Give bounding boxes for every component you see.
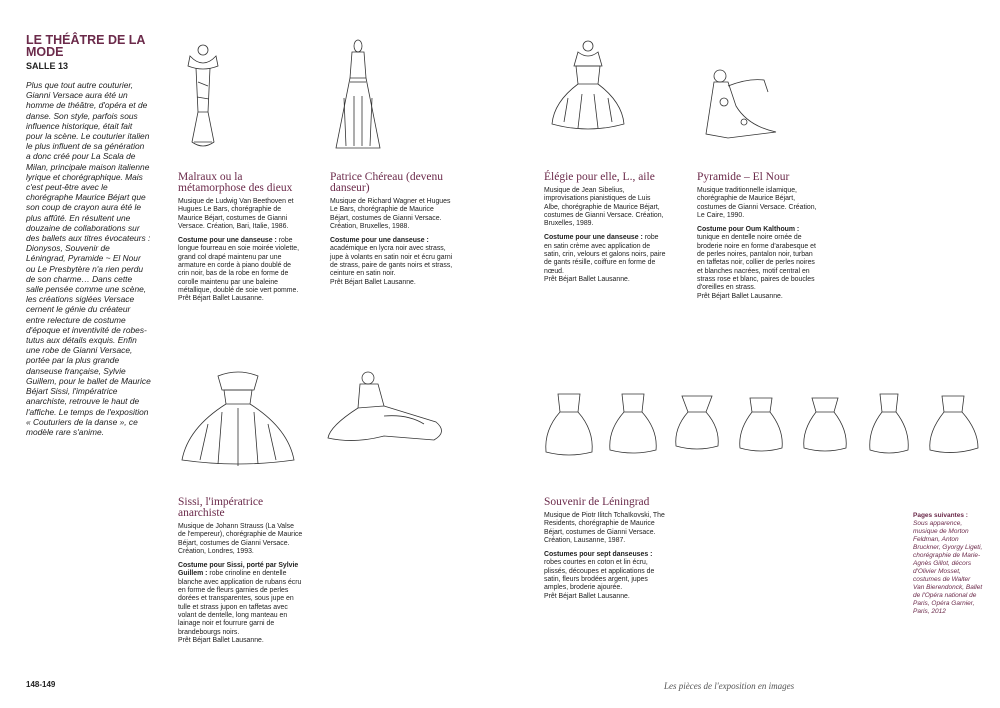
entry-credits: Musique de Richard Wagner et Hugues Le Bars, chorégraphie de Maurice Béjart, costumes de Gianni Versace. Création, Bruxelles, 1988.: [330, 198, 451, 230]
entry-costume-label: Costume pour Oum Kalthoum :: [697, 226, 800, 234]
costume-illustration-elegie: [548, 38, 628, 143]
entry-chereau: [330, 172, 455, 287]
leningrad-dress-4: [740, 398, 783, 451]
leningrad-dress-2: [610, 394, 656, 453]
entry-costume-label: Costume pour une danseuse :: [544, 234, 643, 242]
entry-title: Patrice Chéreau (devenu danseur): [330, 171, 444, 194]
entry-title: Sissi, l'impératrice anarchiste: [178, 496, 264, 519]
entry-title: Élégie pour elle, L., aile: [544, 171, 655, 183]
entry-malraux: [178, 172, 300, 304]
next-pages-text: Sous apparence, musique de Morton Feldman, Anton Bruckner, Gyorgy Ligeti, chorégraphie de Marie-Agnès Gillot, décors d'Olivier Mosset, costumes de Walter Van Bierendonck, Ballet de l'Opéra national de Paris, Opéra Garnier, Paris, 2012: [913, 520, 983, 615]
entry-leningrad: [544, 497, 669, 601]
entry-lender: Prêt Béjart Ballet Lausanne.: [544, 275, 630, 283]
entry-pyramide: [697, 172, 822, 301]
costume-illustration-sissi-coat: [324, 366, 454, 471]
entry-costume-text: robe crinoline en dentelle blanche avec application de rubans écru en forme de fleurs garnies de perles dorées et transparentes, sous jupe en tulle et strass jupon en taffetas avec volant de dentelle, long manteau en lainage noir et fourrure garni de brandebourgs noirs.: [178, 570, 302, 636]
costume-illustration-sissi-dress: [178, 368, 298, 473]
section-title: LE THÉÂTRE DE LA MODE: [26, 33, 145, 59]
entry-title: Souvenir de Léningrad: [544, 496, 650, 508]
entry-elegie: [544, 172, 666, 284]
entry-costume-text: robe longue fourreau en soie moirée violette, grand col drapé maintenu par une armature en corde à piano doublé de crin noir, bas de la robe en forme de corolle maintenu par une baleine métallique, doublé de soie vert pomme.: [178, 237, 300, 294]
leningrad-dress-5: [804, 398, 847, 451]
costume-illustration-chereau: [328, 38, 388, 163]
entry-lender: Prêt Béjart Ballet Lausanne.: [178, 295, 264, 303]
entry-lender: Prêt Béjart Ballet Lausanne.: [697, 292, 783, 300]
costume-illustration-leningrad: [544, 390, 984, 465]
entry-credits: Musique de Piotr Ilitch Tchaïkovski, The Residents, chorégraphie de Maurice Béjart, costumes de Gianni Versace. Création, Lausanne, 1987.: [544, 512, 665, 544]
entry-credits: Musique de Ludwig Van Beethoven et Hugues Le Bars, chorégraphie de Maurice Béjart, costumes de Gianni Versace. Création, Bari, Italie, 1986.: [178, 198, 294, 230]
costume-illustration-pyramide: [698, 66, 778, 151]
entry-title: Pyramide – El Nour: [697, 171, 790, 183]
entry-costume-text: tunique en dentelle noire ornée de broderie noire en forme d'arabesque et de perles noires, pantalon noir, turban en taffetas noir, collier de perles noires et blanches nacrées, motif central en strass rose et blanc, paires de boucles d'oreilles en strass.: [697, 234, 816, 292]
entry-lender: Prêt Béjart Ballet Lausanne.: [178, 636, 264, 644]
costume-illustration-malraux: [178, 42, 228, 157]
entry-credits: Musique traditionnelle islamique, chorégraphie de Maurice Béjart, costumes de Gianni Versace. Création, Le Caire, 1990.: [697, 187, 817, 219]
entry-costume-text: robes courtes en coton et lin écru, plissés, découpes et applications de satin, fleurs brodées argent, jupes amples, broderie ajourée.: [544, 559, 655, 592]
entry-costume-text: académique en lycra noir avec strass, jupe à volants en satin noir et écru garni de strass, paire de gants noirs et strass, ceinture en satin noir.: [330, 245, 453, 278]
footer-caption: Les pièces de l'exposition en images: [664, 681, 795, 691]
next-pages-label: Pages suivantes :: [913, 512, 968, 519]
section-subtitle: SALLE 13: [26, 61, 69, 71]
leningrad-dress-7: [930, 396, 978, 453]
entry-credits: Musique de Jean Sibelius, improvisations pianistiques de Luis Albe, chorégraphie de Maurice Béjart, costumes de Gianni Versace. Création, Bruxelles, 1989.: [544, 187, 664, 228]
intro-text: Plus que tout autre couturier, Gianni Versace aura été un homme de théâtre, d'opéra et de danse. Son style, parfois sous influence historique, était fait pour la scène. Le couturier italien le plus influent de sa génération a donc créé pour La Scala de Milan, principale maison italienne lyrique et chorégraphique. Mais c'est peut-être avec le chorégraphe Maurice Béjart que son coup de crayon aura été le plus affûté. En résultent une douzaine de collaborations sur des ballets aux titres évocateurs : Dionysos, Souvenir de Léningrad, Pyramide ~ El Nour ou Le Presbytère n'a rien perdu de son charme… Dans cette salle pensée comme une scène, les créations siglées Versace cernent le génie du créateur entre relecture de costume d'époque et inventivité de robes-tutus aux détails exquis. Enfin une robe de Gianni Versace, portée par la plus grande danseuse française, Sylvie Guillem, pour le ballet de Maurice Béjart Sissi, l'impératrice anarchiste, retrouve le haut de l'affiche. Le temps de l'exposition « Couturiers de la danse », ce modèle rare s'anime.: [26, 80, 151, 437]
entry-costume-label: Costume pour une danseuse :: [330, 237, 429, 245]
entry-lender: Prêt Béjart Ballet Lausanne.: [330, 278, 416, 286]
entry-costume-label: Costume pour une danseuse :: [178, 237, 277, 245]
entry-sissi: [178, 497, 303, 645]
entry-costume-text: robe en satin crème avec application de satin, crin, velours et galons noirs, paire de gants résille, coiffure en forme de nœud.: [544, 234, 666, 275]
entry-costume-label: Costume pour Sissi, porté par Sylvie Guillem :: [178, 562, 299, 578]
entry-lender: Prêt Béjart Ballet Lausanne.: [544, 592, 630, 600]
page-numbers: 148-149: [26, 680, 56, 689]
leningrad-dress-1: [546, 394, 592, 455]
entry-title: Malraux ou la métamorphose des dieux: [178, 171, 293, 194]
leningrad-dress-3: [676, 396, 719, 449]
entry-credits: Musique de Johann Strauss (La Valse de l'empereur), chorégraphie de Maurice Béjart, costumes de Gianni Versace. Création, Londres, 1993.: [178, 523, 303, 555]
next-pages-caption: [913, 512, 983, 616]
leningrad-dress-6: [870, 394, 909, 453]
entry-costume-label: Costumes pour sept danseuses :: [544, 551, 653, 559]
